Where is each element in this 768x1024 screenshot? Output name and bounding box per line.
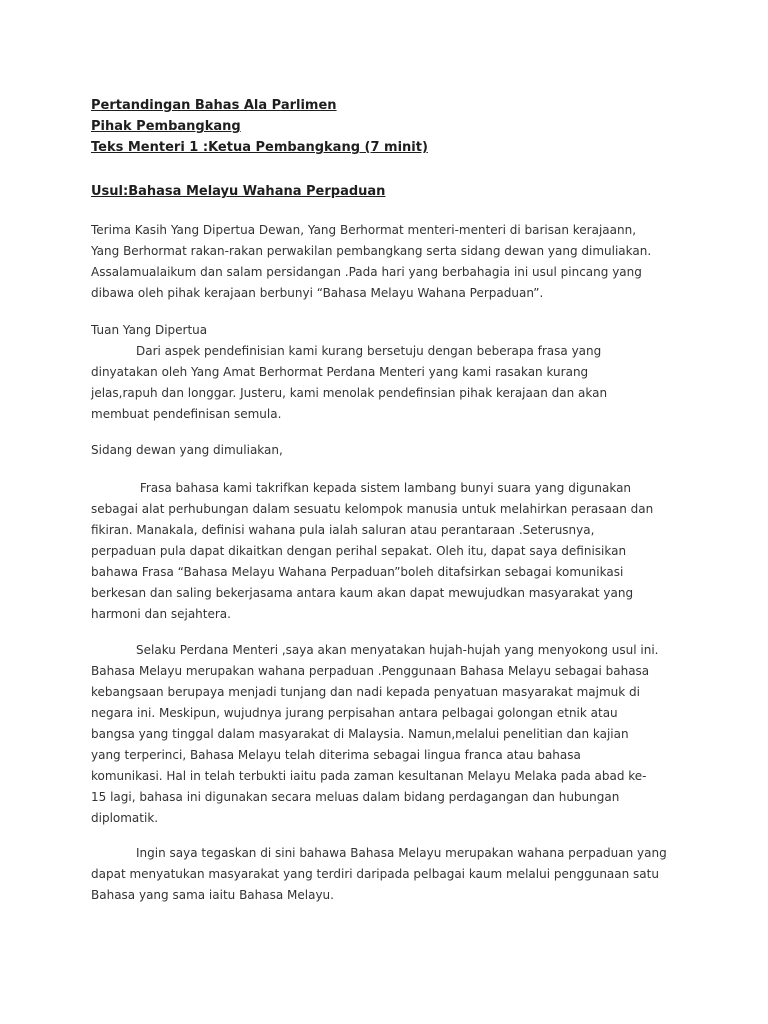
text-line: bahawa Frasa “Bahasa Melayu Wahana Perpaduan”boleh ditafsirkan sebagai komunikasi: [91, 565, 624, 579]
text-line: negara ini. Meskipun, wujudnya jurang perpisahan antara pelbagai golongan etnik atau: [91, 706, 618, 720]
competition-title: Pertandingan Bahas Ala Parlimen: [91, 98, 337, 113]
text-line: Sidang dewan yang dimuliakan,: [91, 443, 283, 457]
paragraph-address-house: [91, 440, 691, 461]
text-line: Bahasa Melayu merupakan wahana perpaduan .Penggunaan Bahasa Melayu sebagai bahasa: [91, 664, 650, 678]
text-line: Tuan Yang Dipertua: [91, 323, 208, 337]
paragraph-address: [91, 320, 691, 341]
motion-heading: [91, 180, 691, 202]
document-header: [91, 95, 691, 158]
text-line: jelas,rapuh dan longgar. Justeru, kami menolak pendefinsian pihak kerajaan dan akan: [91, 386, 608, 400]
text-line: dapat menyatukan masyarakat yang terdiri daripada pelbagai kaum melalui penggunaan satu: [91, 867, 659, 881]
text-line: dinyatakan oleh Yang Amat Berhormat Perdana Menteri yang kami rasakan kurang: [91, 365, 589, 379]
text-line: fikiran. Manakala, definisi wahana pula ialah saluran atau perantaraan .Seterusnya,: [91, 523, 595, 537]
paragraph-definitions: [91, 478, 691, 625]
text-line: membuat pendefinisan semula.: [91, 407, 282, 421]
text-line: yang terperinci, Bahasa Melayu telah diterima sebagai lingua franca atau bahasa: [91, 748, 581, 762]
text-line-content: Selaku Perdana Menteri ,saya akan menyatakan hujah-hujah yang menyokong usul ini.: [136, 643, 659, 657]
text-line: Bahasa yang sama iaitu Bahasa Melayu.: [91, 888, 334, 902]
text-line: berkesan dan saling bekerjasama antara kaum akan dapat mewujudkan masyarakat yang: [91, 586, 634, 600]
paragraph-emphasis: [91, 843, 691, 906]
text-line: 15 lagi, bahasa ini digunakan secara meluas dalam bidang perdagangan dan hubungan: [91, 790, 620, 804]
text-line: komunikasi. Hal in telah terbukti iaitu pada zaman kesultanan Melayu Melaka pada abad ke-: [91, 769, 647, 783]
paragraph-arguments: [91, 640, 691, 829]
speaker-label: Teks Menteri 1 :Ketua Pembangkang (7 minit): [91, 140, 428, 155]
text-line: [91, 843, 691, 864]
text-line: [91, 341, 691, 362]
motion-title: Usul:Bahasa Melayu Wahana Perpaduan: [91, 184, 386, 199]
text-line: bangsa yang tinggal dalam masyarakat di Malaysia. Namun,melalui penelitian dan kajian: [91, 727, 629, 741]
side-label: Pihak Pembangkang: [91, 119, 241, 134]
text-line-content: Frasa bahasa kami takrifkan kepada sistem lambang bunyi suara yang digunakan: [136, 481, 632, 495]
text-line: [91, 478, 691, 499]
paragraph-definition-objection: [91, 341, 691, 425]
text-line: [91, 640, 691, 661]
text-line: Assalamualaikum dan salam persidangan .Pada hari yang berbahagia ini usul pincang yang: [91, 265, 642, 279]
text-line: perpaduan pula dapat dikaitkan dengan perihal sepakat. Oleh itu, dapat saya definisikan: [91, 544, 627, 558]
text-line: diplomatik.: [91, 811, 159, 825]
text-line: harmoni dan sejahtera.: [91, 607, 231, 621]
text-line: kebangsaan berupaya menjadi tunjang dan nadi kepada penyatuan masyarakat majmuk di: [91, 685, 640, 699]
text-line-content: Ingin saya tegaskan di sini bahawa Bahasa Melayu merupakan wahana perpaduan yang: [136, 846, 667, 860]
paragraph-greeting: [91, 220, 691, 304]
text-line: dibawa oleh pihak kerajaan berbunyi “Bahasa Melayu Wahana Perpaduan”.: [91, 286, 544, 300]
text-line: sebagai alat perhubungan dalam sesuatu kelompok manusia untuk melahirkan perasaan dan: [91, 502, 654, 516]
text-line: Terima Kasih Yang Dipertua Dewan, Yang Berhormat menteri-menteri di barisan kerajaann,: [91, 223, 637, 237]
text-line-content: Dari aspek pendefinisian kami kurang bersetuju dengan beberapa frasa yang: [136, 344, 602, 358]
text-line: Yang Berhormat rakan-rakan perwakilan pembangkang serta sidang dewan yang dimuliakan.: [91, 244, 652, 258]
